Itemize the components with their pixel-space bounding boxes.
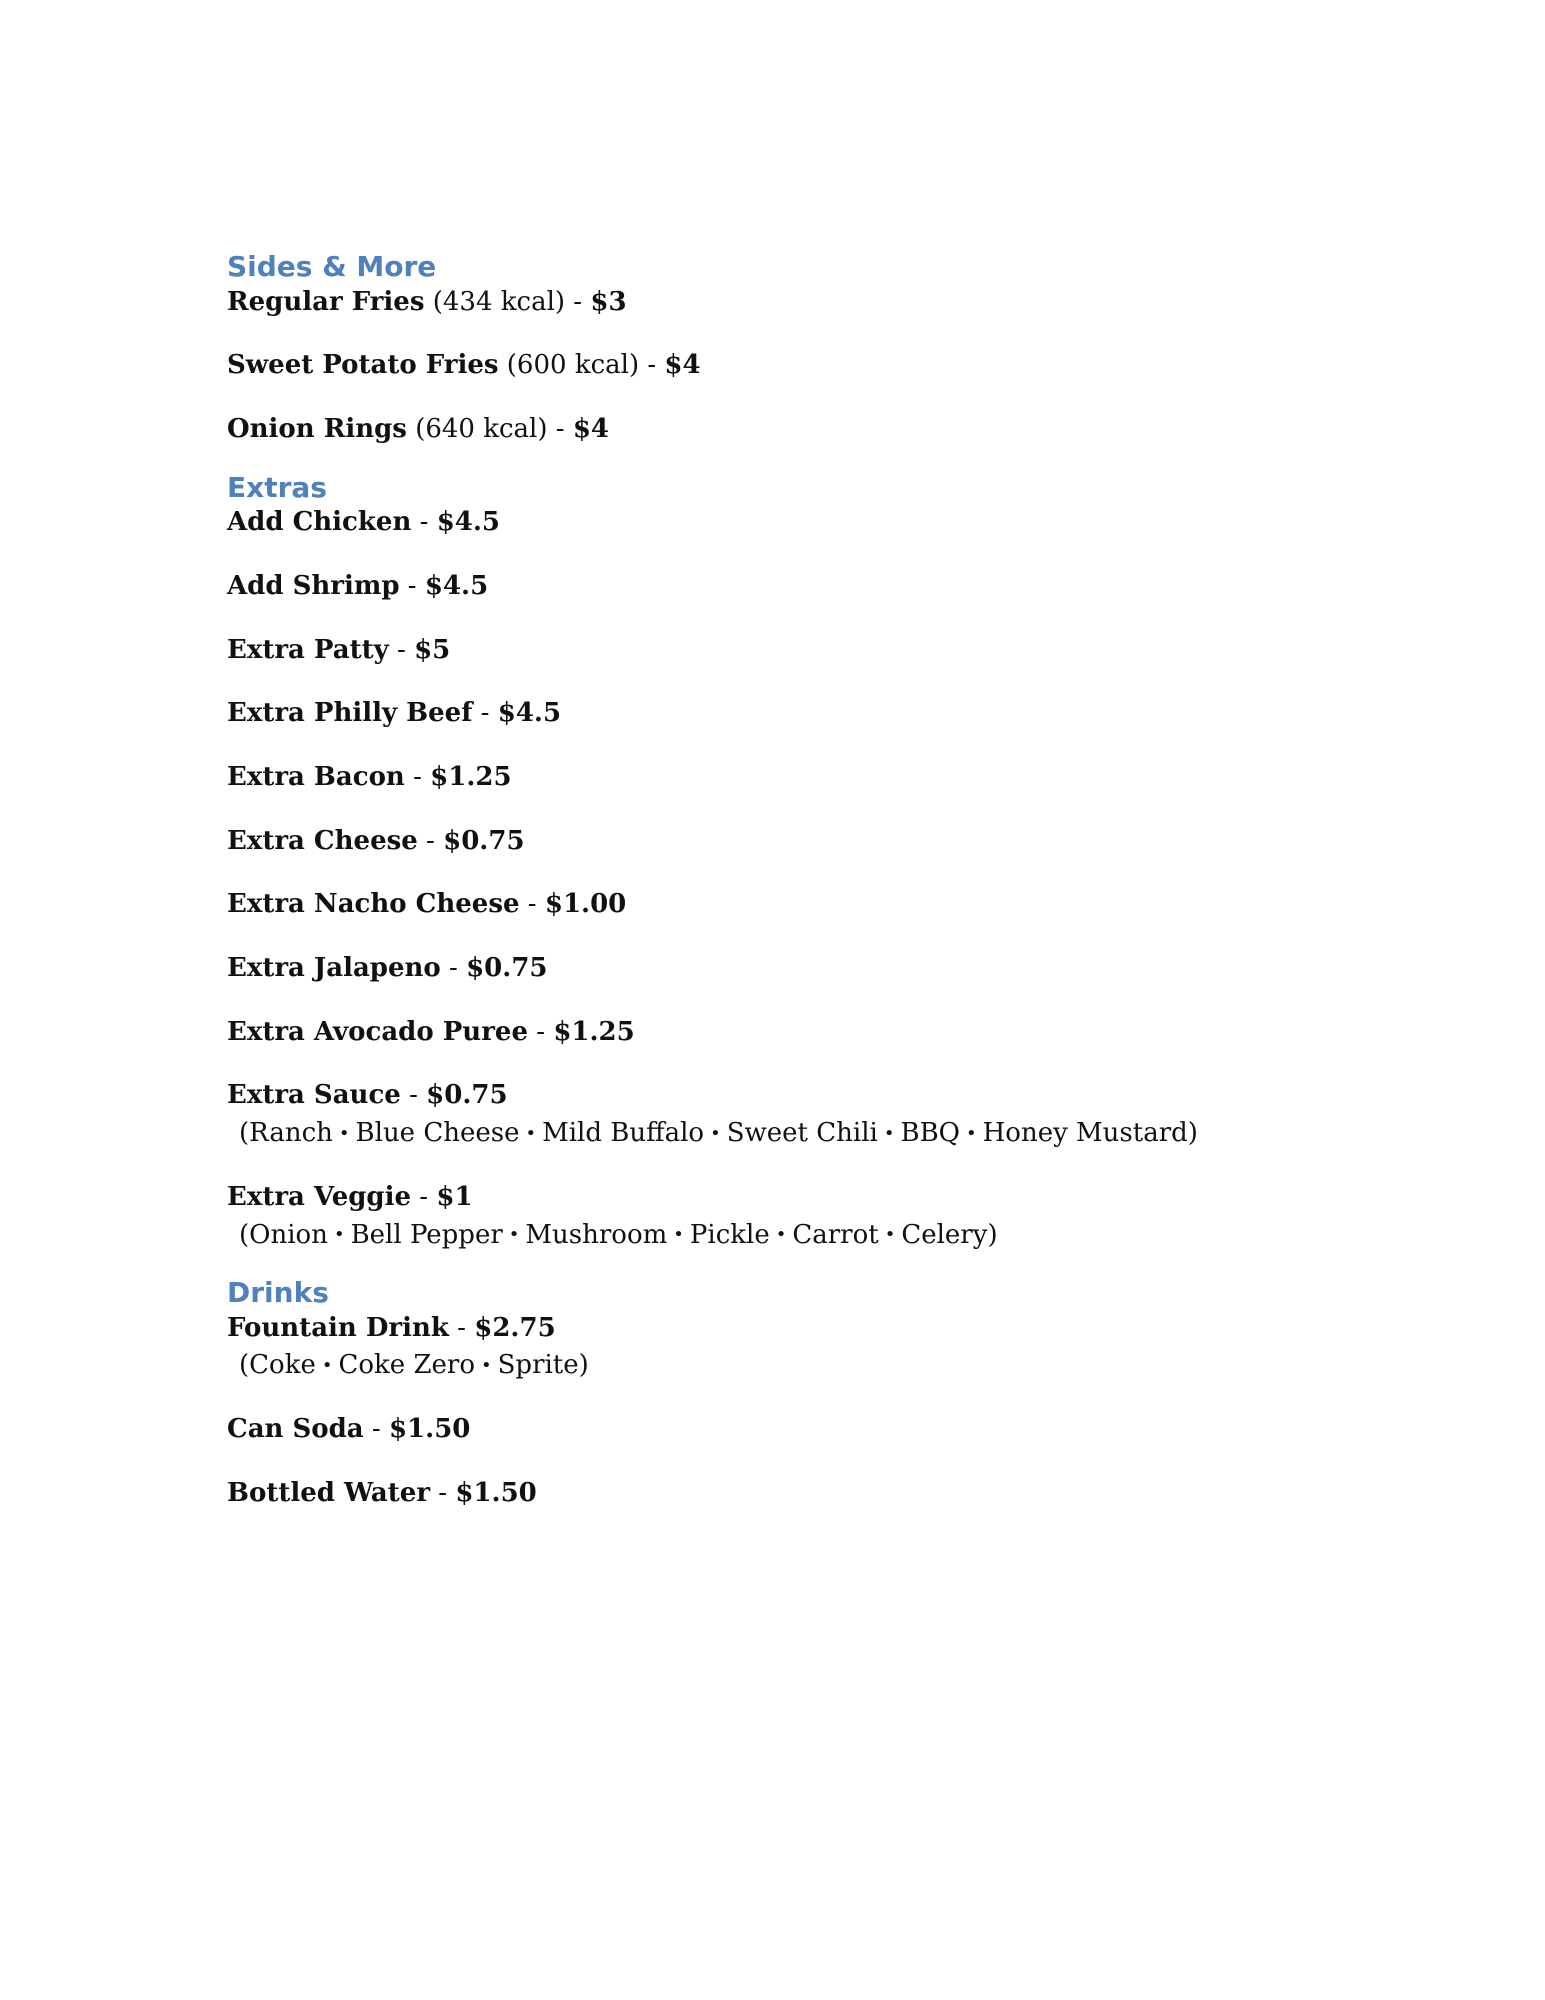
item-name: Can Soda — [227, 1414, 364, 1445]
menu-item-bottled-water — [227, 1475, 1427, 1513]
item-spacer — [227, 1449, 1427, 1475]
item-name: Extra Philly Beef — [227, 698, 473, 729]
bullet-icon: • — [338, 1123, 350, 1145]
item-spacer — [227, 385, 1427, 411]
menu-item-regular-fries — [227, 284, 1427, 322]
item-options: (Ranch • Blue Cheese • Mild Buffalo • Sweet Chili • BBQ • Honey Mustard) — [239, 1118, 1198, 1149]
item-spacer — [227, 1153, 1427, 1179]
item-name: Regular Fries — [227, 286, 425, 317]
menu-item-extra-philly-beef — [227, 695, 1427, 733]
price-separator: - — [363, 1414, 389, 1445]
item-spacer — [227, 1051, 1427, 1077]
item-price: $0.75 — [443, 825, 525, 856]
item-name: Add Chicken — [227, 507, 412, 538]
item-options: (Coke • Coke Zero • Sprite) — [239, 1350, 589, 1381]
item-name: Extra Cheese — [227, 825, 418, 856]
item-name: Extra Veggie — [227, 1181, 412, 1212]
item-price: $4.5 — [497, 698, 562, 729]
item-price: $1.00 — [544, 889, 627, 920]
item-price: $4 — [572, 413, 610, 444]
item-name: Sweet Potato Fries — [227, 350, 499, 381]
item-calories: (640 kcal) — [415, 413, 548, 444]
item-name: Onion Rings — [227, 413, 407, 444]
item-price: $4.5 — [424, 570, 489, 601]
item-name: Add Shrimp — [227, 570, 400, 601]
option-label: BBQ — [900, 1118, 960, 1149]
item-spacer — [227, 1385, 1427, 1411]
item-price: $4 — [664, 350, 701, 381]
menu-content — [227, 250, 1427, 1513]
item-name: Extra Sauce — [227, 1080, 401, 1111]
option-label: Bell Pepper — [350, 1219, 503, 1250]
option-label: Mild Buffalo — [542, 1118, 705, 1149]
item-name: Extra Patty — [227, 634, 389, 665]
item-price: $1 — [436, 1181, 473, 1212]
menu-item-extra-bacon — [227, 759, 1427, 797]
item-name: Extra Jalapeno — [227, 953, 441, 984]
price-separator: - — [565, 286, 591, 317]
section-heading: Extras — [227, 470, 327, 504]
section-extras — [227, 471, 1427, 1255]
menu-item-extra-veggie — [227, 1179, 1427, 1217]
bullet-icon: • — [333, 1224, 345, 1246]
item-spacer — [227, 542, 1427, 568]
menu-item-add-shrimp — [227, 568, 1427, 606]
price-separator: - — [448, 1312, 475, 1343]
option-label: Sweet Chili — [726, 1118, 878, 1149]
menu-item-extra-cheese — [227, 823, 1427, 861]
price-separator: - — [388, 634, 415, 665]
menu-item-extra-avocado-puree — [227, 1014, 1427, 1052]
bullet-icon: • — [673, 1224, 684, 1246]
section-heading: Sides & More — [227, 250, 437, 283]
item-price: $1.25 — [553, 1016, 635, 1047]
section-drinks — [227, 1276, 1427, 1512]
menu-item-onion-rings — [227, 411, 1427, 449]
menu-item-extra-nacho-cheese — [227, 886, 1427, 924]
price-separator: - — [519, 889, 545, 920]
item-calories: (434 kcal) — [432, 286, 566, 317]
item-price: $1.50 — [388, 1414, 471, 1445]
item-spacer — [227, 860, 1427, 886]
bullet-icon: • — [508, 1224, 520, 1246]
item-name: Extra Avocado Puree — [227, 1016, 528, 1047]
menu-item-fountain-drink — [227, 1310, 1427, 1348]
item-name: Extra Nacho Cheese — [227, 889, 520, 920]
item-name: Fountain Drink — [227, 1312, 449, 1343]
section-spacer — [227, 449, 1427, 471]
price-separator: - — [440, 953, 467, 984]
item-price: $0.75 — [426, 1080, 508, 1111]
item-price: $3 — [590, 286, 627, 317]
item-name: Extra Bacon — [227, 762, 405, 792]
item-spacer — [227, 924, 1427, 950]
section-sides-and-more — [227, 250, 1427, 449]
item-spacer — [227, 321, 1427, 347]
section-heading: Drinks — [227, 1276, 329, 1310]
menu-item-extra-jalapeno — [227, 950, 1427, 988]
price-separator: - — [411, 507, 437, 538]
bullet-icon: • — [883, 1123, 895, 1145]
menu-item-can-soda — [227, 1411, 1427, 1449]
item-price: $1.25 — [430, 762, 512, 792]
bullet-icon: • — [525, 1123, 537, 1145]
item-price: $2.75 — [474, 1312, 556, 1343]
bullet-icon: • — [884, 1224, 896, 1246]
price-separator: - — [547, 413, 573, 444]
price-separator: - — [417, 825, 444, 856]
menu-item-add-chicken — [227, 504, 1427, 542]
option-label: Coke Zero — [338, 1350, 475, 1381]
item-calories: (600 kcal) — [506, 350, 640, 381]
menu-item-sweet-potato-fries — [227, 347, 1427, 385]
option-label: Mushroom — [525, 1219, 668, 1250]
price-separator: - — [404, 762, 431, 792]
option-label: Coke — [249, 1350, 316, 1381]
menu-item-extra-sauce — [227, 1077, 1427, 1115]
bullet-icon: • — [966, 1123, 977, 1145]
price-separator: - — [411, 1181, 437, 1212]
menu-item-extra-patty — [227, 632, 1427, 670]
option-label: Blue Cheese — [355, 1118, 520, 1149]
item-price: $5 — [414, 634, 451, 665]
item-price: $0.75 — [466, 953, 548, 984]
item-options: (Onion • Bell Pepper • Mushroom • Pickle • Carrot • Celery) — [239, 1219, 998, 1250]
price-separator: - — [527, 1016, 554, 1047]
option-label: Sprite — [497, 1350, 579, 1381]
item-spacer — [227, 988, 1427, 1014]
option-label: Pickle — [689, 1219, 770, 1250]
price-separator: - — [639, 350, 665, 381]
option-label: Celery — [901, 1219, 988, 1250]
item-spacer — [227, 606, 1427, 632]
bullet-icon: • — [480, 1355, 492, 1377]
bullet-icon: • — [321, 1355, 333, 1377]
item-name: Bottled Water — [227, 1477, 431, 1508]
bullet-icon: • — [775, 1224, 787, 1246]
item-spacer — [227, 669, 1427, 695]
section-spacer — [227, 1254, 1427, 1276]
option-label: Onion — [249, 1219, 328, 1250]
option-label: Honey Mustard — [982, 1118, 1188, 1149]
item-spacer — [227, 797, 1427, 823]
option-label: Carrot — [792, 1219, 879, 1250]
item-spacer — [227, 733, 1427, 759]
price-separator: - — [430, 1477, 456, 1508]
item-price: $1.50 — [455, 1477, 537, 1508]
option-label: Ranch — [249, 1118, 333, 1149]
price-separator: - — [400, 1080, 427, 1111]
item-price: $4.5 — [436, 507, 501, 538]
price-separator: - — [399, 570, 425, 601]
bullet-icon: • — [710, 1123, 721, 1145]
price-separator: - — [472, 698, 498, 729]
